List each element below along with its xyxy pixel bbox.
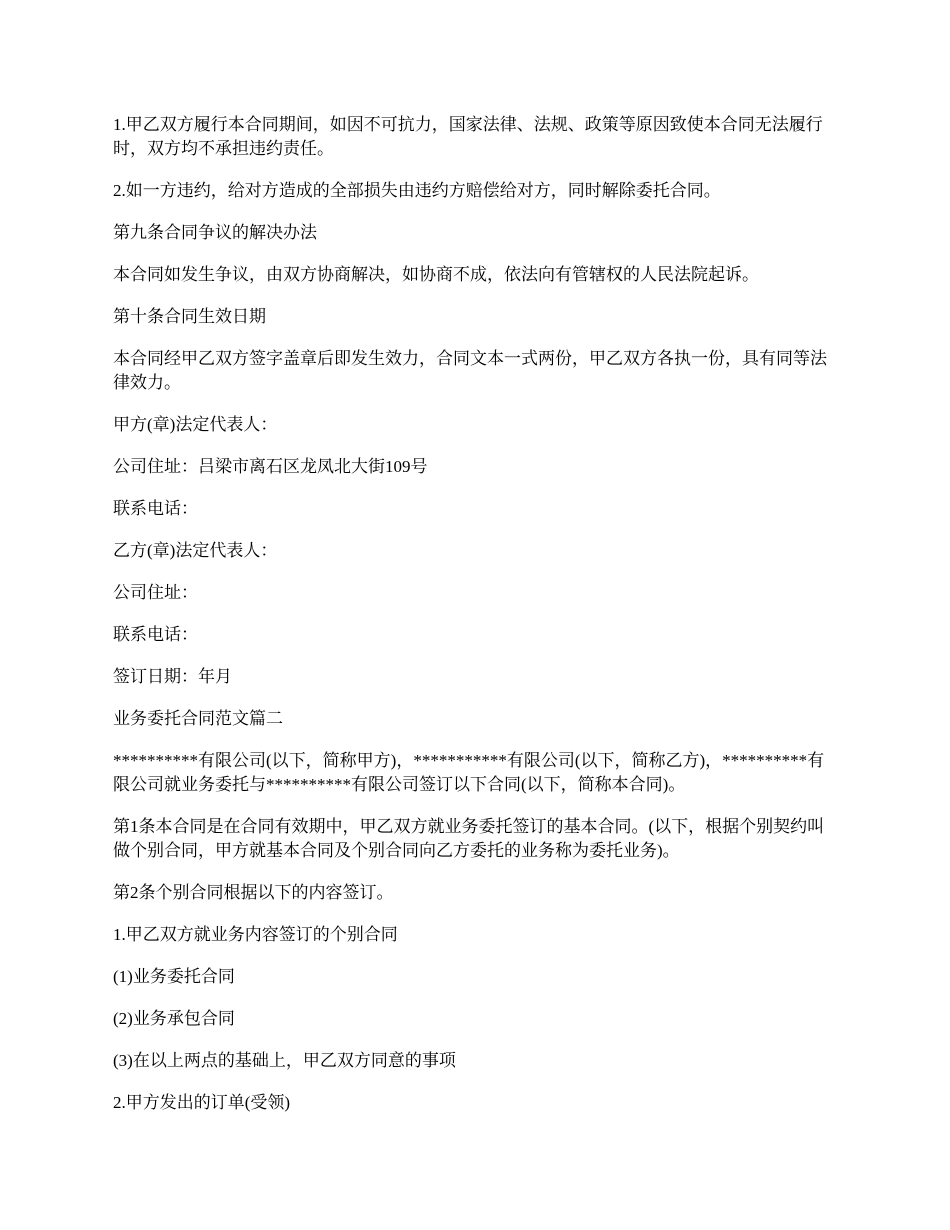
section-title-template-2: 业务委托合同范文篇二 [113, 709, 283, 728]
party-b-representative: 乙方(章)法定代表人： [113, 541, 278, 560]
paragraph-effective-date: 本合同经甲乙双方签字盖章后即发生效力，合同文本一式两份，甲乙双方各执一份，具有同等法律效力。 [113, 349, 827, 392]
signing-date: 签订日期：年月 [113, 667, 232, 686]
list-item-1-2: (2)业务承包合同 [113, 1009, 235, 1028]
list-item-1-1: (1)业务委托合同 [113, 967, 235, 986]
paragraph-dispute-resolution: 本合同如发生争议，由双方协商解决，如协商不成，依法向有管辖权的人民法院起诉。 [113, 265, 759, 284]
paragraph-article-1: 第1条本合同是在合同有效期中，甲乙双方就业务委托签订的基本合同。(以下，根据个别契约叫做个别合同，甲方就基本合同及个别合同向乙方委托的业务称为委托业务)。 [113, 817, 825, 860]
party-b-phone: 联系电话： [113, 625, 198, 644]
party-b-address: 公司住址： [113, 583, 198, 602]
paragraph-force-majeure: 1.甲乙双方履行本合同期间，如因不可抗力，国家法律、法规、政策等原因致使本合同无法履行时，双方均不承担违约责任。 [113, 115, 823, 158]
list-item-2: 2.甲方发出的订单(受领) [113, 1093, 291, 1112]
heading-article-9: 第九条合同争议的解决办法 [113, 223, 317, 242]
paragraph-parties-intro: **********有限公司(以下，简称甲方)，***********有限公司(以下，简称乙方)，**********有限公司就业务委托与**********有限公司签订以下合同(以下，简称本合同)。 [113, 751, 825, 794]
party-a-address: 公司住址：吕梁市离石区龙凤北大街109号 [113, 457, 428, 476]
paragraph-breach-compensation: 2.如一方违约，给对方造成的全部损失由违约方赔偿给对方，同时解除委托合同。 [113, 181, 721, 200]
party-a-representative: 甲方(章)法定代表人： [113, 415, 278, 434]
list-item-1-3: (3)在以上两点的基础上，甲乙双方同意的事项 [113, 1051, 456, 1070]
party-a-phone: 联系电话： [113, 499, 198, 518]
list-item-1: 1.甲乙双方就业务内容签订的个别合同 [113, 925, 398, 944]
heading-article-10: 第十条合同生效日期 [113, 307, 266, 326]
paragraph-article-2: 第2条个别合同根据以下的内容签订。 [113, 883, 394, 902]
